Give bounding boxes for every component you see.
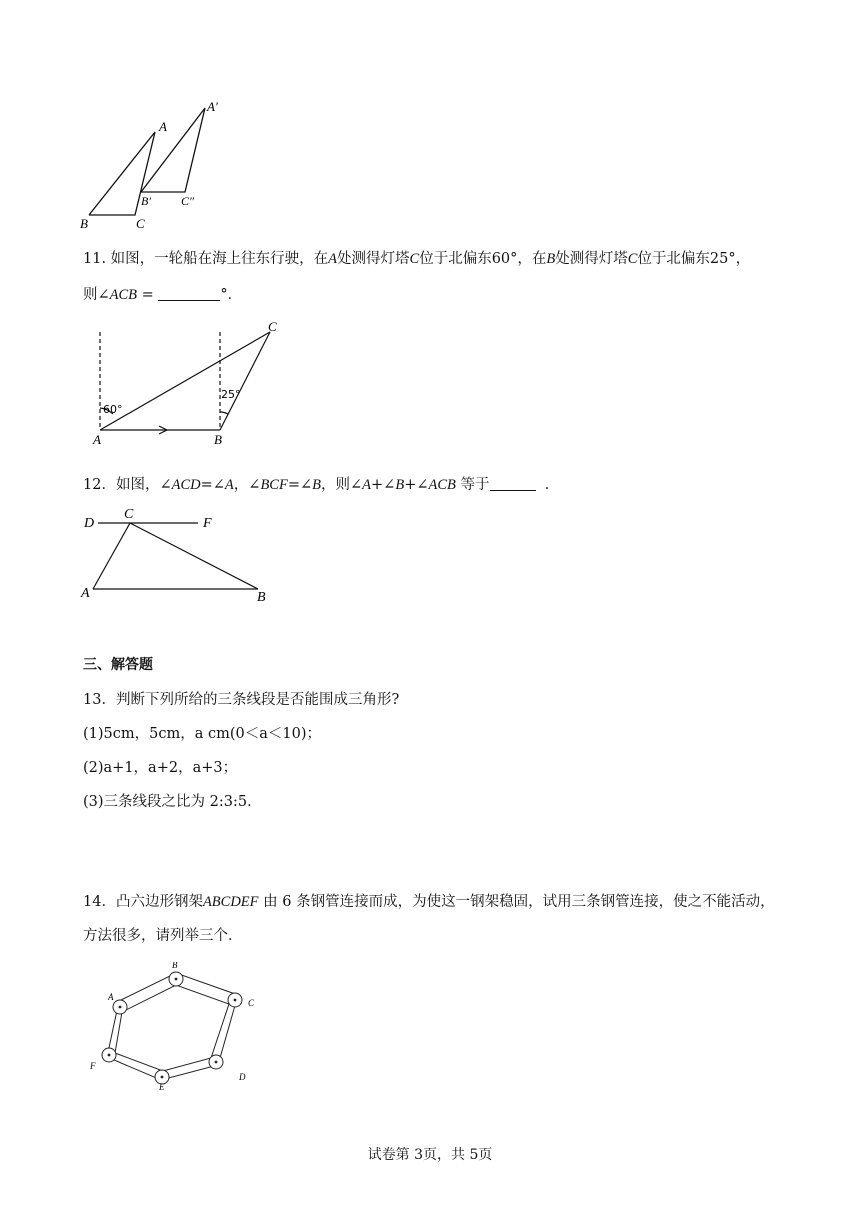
label-a-prime: A′: [207, 99, 218, 114]
q12-line1: [83, 473, 559, 494]
label-d: D: [239, 1072, 246, 1082]
angle-label-60: 60°: [103, 403, 123, 416]
q12-angle-b: B: [395, 477, 405, 493]
q11-degree-suffix: °．: [220, 287, 243, 303]
q11-text: 如图，一轮船在海上往东行驶，在: [110, 251, 329, 267]
label-c: C: [124, 507, 134, 522]
q12-figure: [78, 505, 278, 605]
q13-stem: 13．判断下列所给的三条线段是否能围成三角形?: [83, 692, 400, 708]
label-b: B: [257, 590, 266, 605]
q12-angle-acb: ACB: [428, 477, 456, 493]
angle-arc-b: [220, 412, 228, 414]
q11-angle-name: ACB: [109, 287, 138, 303]
q14-line1: [83, 890, 775, 911]
q12-angle-acd: ACD: [171, 477, 201, 493]
q12-angle-bcf: BCF: [260, 477, 288, 493]
q12-number: 12．: [83, 477, 116, 493]
q12-angle-a: A: [362, 477, 372, 493]
label-e: E: [159, 1082, 165, 1092]
q13-item-3: (3)三条线段之比为 2:3:5．: [83, 794, 262, 810]
label-f: F: [90, 1061, 96, 1071]
label-c-double-prime: C″: [181, 194, 195, 208]
section-title: 三、解答题: [83, 657, 153, 673]
q11-angle-symbol: 则∠: [83, 287, 110, 303]
q13-item-1: (1)5cm，5cm，a cm(0＜a＜10)；: [83, 726, 321, 742]
q14-text: 由 6 条钢管连接而成，为使这一钢架稳固，试用三条钢管连接，使之不能活动，: [263, 894, 775, 910]
q12-text: +∠: [404, 477, 429, 493]
q13-item-2: (2)a+1，a+2，a+3；: [83, 760, 238, 776]
q12-text: +∠: [371, 477, 396, 493]
q14-number: 14．: [83, 894, 116, 910]
q11-line2: [83, 283, 242, 304]
q14-line2: 方法很多，请列举三个．: [83, 928, 243, 944]
q12-text: 等于: [455, 477, 490, 493]
q12-angle-a: A: [224, 477, 234, 493]
label-b: B: [80, 216, 88, 231]
angle-label-25: 25°: [221, 388, 241, 401]
segment-cb: [130, 523, 258, 589]
q12-angle-b: B: [312, 477, 321, 493]
q11-number: 11.: [83, 251, 107, 267]
q11-equals: =: [137, 287, 159, 303]
q11-point-a: A: [328, 251, 338, 267]
label-b: B: [214, 432, 222, 447]
q11-text: 位于北偏东60°，在: [419, 251, 547, 267]
q11-answer-blank[interactable]: [158, 286, 220, 301]
q11-point-b: B: [546, 251, 556, 267]
label-b-prime: B′: [141, 194, 151, 208]
q12-text: =∠: [200, 477, 225, 493]
q12-text: =∠: [287, 477, 313, 493]
q11-point-c: C: [627, 251, 638, 267]
translation-figure: [75, 95, 235, 235]
label-c: C: [136, 216, 145, 231]
label-f: F: [203, 516, 212, 531]
q11-text: 处测得灯塔: [337, 251, 410, 267]
q14-hexagon-figure: [85, 962, 265, 1092]
segment-ca: [93, 523, 130, 589]
page-footer: 试卷第 3页，共 5页: [367, 1147, 493, 1163]
label-c: C: [268, 320, 277, 334]
q12-text: ，∠: [233, 477, 261, 493]
q12-text: ，则∠: [321, 477, 363, 493]
label-a: A: [108, 992, 114, 1002]
label-d: D: [84, 516, 95, 531]
label-c: C: [248, 998, 255, 1008]
q11-text: 位于北偏东25°，: [637, 251, 751, 267]
label-a: A: [81, 586, 90, 601]
q11-line1: [83, 247, 750, 268]
q12-answer-blank[interactable]: [490, 476, 536, 491]
label-a: A: [93, 432, 101, 447]
label-b: B: [172, 962, 178, 970]
q11-point-c: C: [409, 251, 420, 267]
q12-text: 如图，∠: [115, 477, 172, 493]
q14-text: 凸六边形钢架: [115, 894, 203, 910]
q12-end: ．: [544, 477, 560, 493]
label-a: A: [159, 119, 167, 134]
q11-figure: [85, 320, 295, 450]
q11-text: 处测得灯塔: [555, 251, 628, 267]
q14-hexagon-name: ABCDEF: [202, 894, 259, 910]
